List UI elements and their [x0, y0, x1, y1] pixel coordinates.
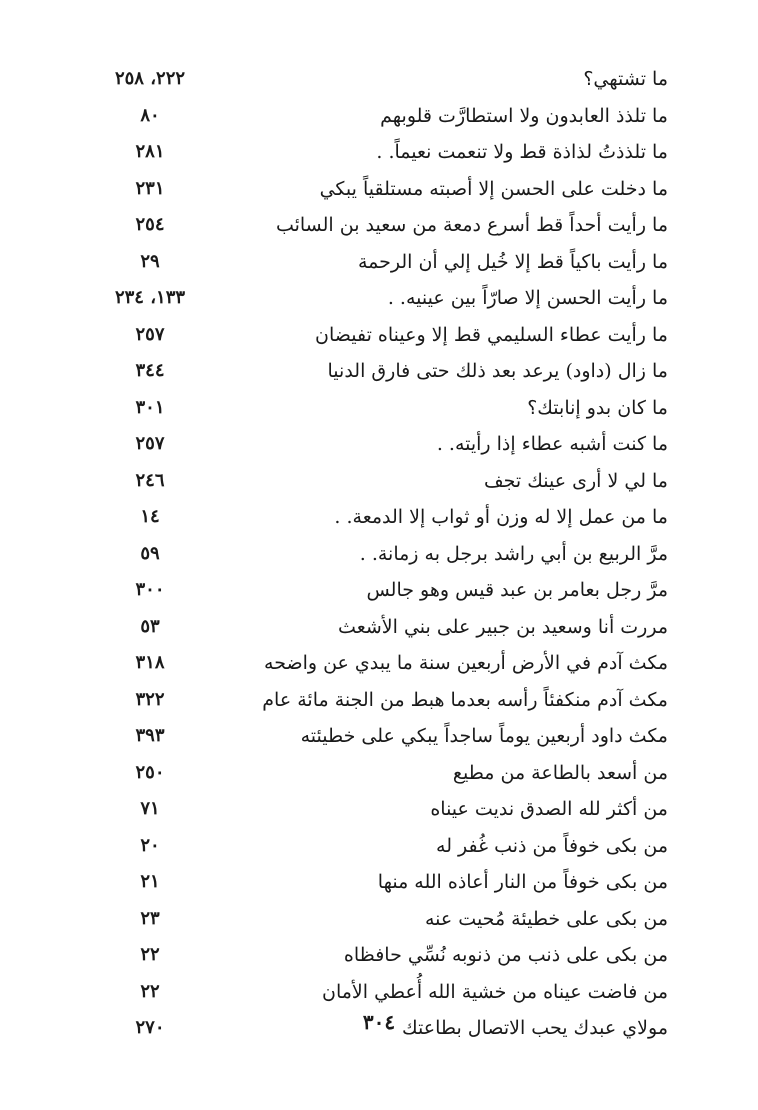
entry-phrase: مكث داود أربعين يوماً ساجداً يبكي على خطيئته [300, 725, 668, 747]
entry-page-refs: ٥٣ [140, 615, 160, 637]
entry-phrase: ما دخلت على الحسن إلا أصبته مستلقياً يبكي [319, 177, 668, 200]
entry-phrase: ما تلذذ العابدون ولا استطارَّت قلوبهم [380, 104, 668, 127]
entry-phrase: ما كنت أشبه عطاء إذا رأيته. . [436, 433, 668, 455]
entry-phrase: ما كان بدو إنابتك؟ [527, 396, 668, 419]
index-entry [96, 502, 668, 539]
entry-phrase: ما تلذذتُ لذاذة قط ولا تنعمت نعيماً. . [376, 141, 668, 163]
entry-phrase: مكث آدم منكفئاً رأسه بعدما هبط من الجنة مائة عام [262, 688, 668, 711]
entry-phrase: مررت أنا وسعيد بن جبير على بني الأشعث [338, 615, 668, 638]
entry-page-refs: ٧١ [140, 798, 160, 819]
index-entry [96, 64, 668, 101]
index-entry [96, 393, 668, 430]
index-entry [96, 612, 668, 649]
entry-page-refs: ٢٤٦ [135, 469, 165, 491]
entry-page-refs: ٢٣١ [135, 177, 165, 199]
entry-page-refs: ١٣٣، ٢٣٤ [114, 287, 186, 308]
entry-page-refs: ٢٥٧ [135, 433, 165, 454]
entry-phrase: من أسعد بالطاعة من مطيع [452, 761, 668, 784]
entry-page-refs: ٢٨١ [135, 141, 165, 162]
page-number: ٣٠٤ [362, 1010, 396, 1034]
entry-page-refs: ٢٢٢، ٢٥٨ [114, 68, 186, 89]
index-entry [96, 904, 668, 941]
index-entry [96, 466, 668, 503]
index-entry [96, 210, 668, 247]
index-entry [96, 648, 668, 685]
index-entry [96, 721, 668, 758]
entry-phrase: مكث آدم في الأرض أربعين سنة ما يبدي عن واضحه [264, 652, 668, 674]
entry-page-refs: ٣٤٤ [135, 360, 165, 381]
index-entry [96, 794, 668, 831]
entry-page-refs: ٣٠١ [135, 396, 165, 418]
entry-page-refs: ٢٢ [140, 980, 160, 1002]
entry-phrase: ما تشتهي؟ [583, 68, 668, 90]
index-entry [96, 685, 668, 722]
entry-phrase: ما رأيت عطاء السليمي قط إلا وعيناه تفيضان [315, 323, 668, 346]
entry-phrase: ما رأيت الحسن إلا صارّاً بين عينيه. . [387, 287, 668, 309]
entry-page-refs: ٢٥٠ [135, 761, 165, 783]
index-entry [96, 940, 668, 977]
entry-phrase: ما من عمل إلا له وزن أو ثواب إلا الدمعة. . [334, 506, 668, 528]
entry-phrase: من بكى خوفاً من النار أعاذه الله منها [377, 871, 668, 893]
entry-page-refs: ٣١٨ [135, 652, 165, 673]
index-entry [96, 101, 668, 138]
entry-phrase: من أكثر لله الصدق نديت عيناه [430, 798, 668, 820]
entry-page-refs: ٨٠ [140, 104, 160, 126]
entry-phrase: ما زال (داود) يرعد بعد ذلك حتى فارق الدنيا [327, 360, 668, 382]
index-entry [96, 429, 668, 466]
index-entry [96, 575, 668, 612]
entry-page-refs: ٥٩ [140, 542, 160, 564]
entry-page-refs: ٢١ [140, 871, 160, 892]
entry-phrase: ما رأيت أحداً قط أسرع دمعة من سعيد بن السائب [275, 214, 668, 236]
index-entry [96, 356, 668, 393]
index-entry [96, 539, 668, 576]
entry-phrase: ما رأيت باكياً قط إلا خُيل إلي أن الرحمة [357, 250, 668, 273]
index-entry [96, 283, 668, 320]
entry-phrase: ما لي لا أرى عينك تجف [484, 469, 668, 492]
index-entry [96, 831, 668, 868]
entry-page-refs: ٢٠ [140, 834, 160, 856]
entry-page-refs: ٢٢ [140, 944, 160, 965]
index-list [96, 64, 668, 1050]
entry-phrase: من بكى خوفاً من ذنب غُفر له [436, 834, 668, 857]
index-entry [96, 320, 668, 357]
entry-page-refs: ٣٢٢ [135, 688, 165, 710]
entry-page-refs: ٢٧٠ [135, 1017, 165, 1038]
index-entry [96, 247, 668, 284]
index-entry [96, 867, 668, 904]
entry-page-refs: ٣٠٠ [135, 579, 165, 600]
index-entry [96, 174, 668, 211]
entry-page-refs: ٢٣ [140, 907, 160, 929]
index-entry [96, 137, 668, 174]
entry-phrase: مرَّ رجل بعامر بن عبد قيس وهو جالس [366, 579, 668, 601]
entry-page-refs: ٣٩٣ [135, 725, 165, 746]
entry-phrase: من بكى على ذنب من ذنوبه نُسِّي حافظاه [343, 944, 668, 966]
entry-phrase: مرَّ الربيع بن أبي راشد برجل به زمانة. . [359, 542, 668, 565]
entry-phrase: من فاضت عيناه من خشية الله أُعطي الأمان [322, 980, 668, 1003]
entry-phrase: من بكى على خطيئة مُحيت عنه [425, 907, 668, 930]
index-entry [96, 758, 668, 795]
index-entry [96, 977, 668, 1014]
entry-page-refs: ٢٥٧ [135, 323, 165, 345]
entry-page-refs: ٢٩ [140, 250, 160, 272]
entry-phrase: مولاي عبدك يحب الاتصال بطاعتك [402, 1017, 668, 1039]
entry-page-refs: ١٤ [140, 506, 160, 527]
entry-page-refs: ٢٥٤ [135, 214, 165, 235]
